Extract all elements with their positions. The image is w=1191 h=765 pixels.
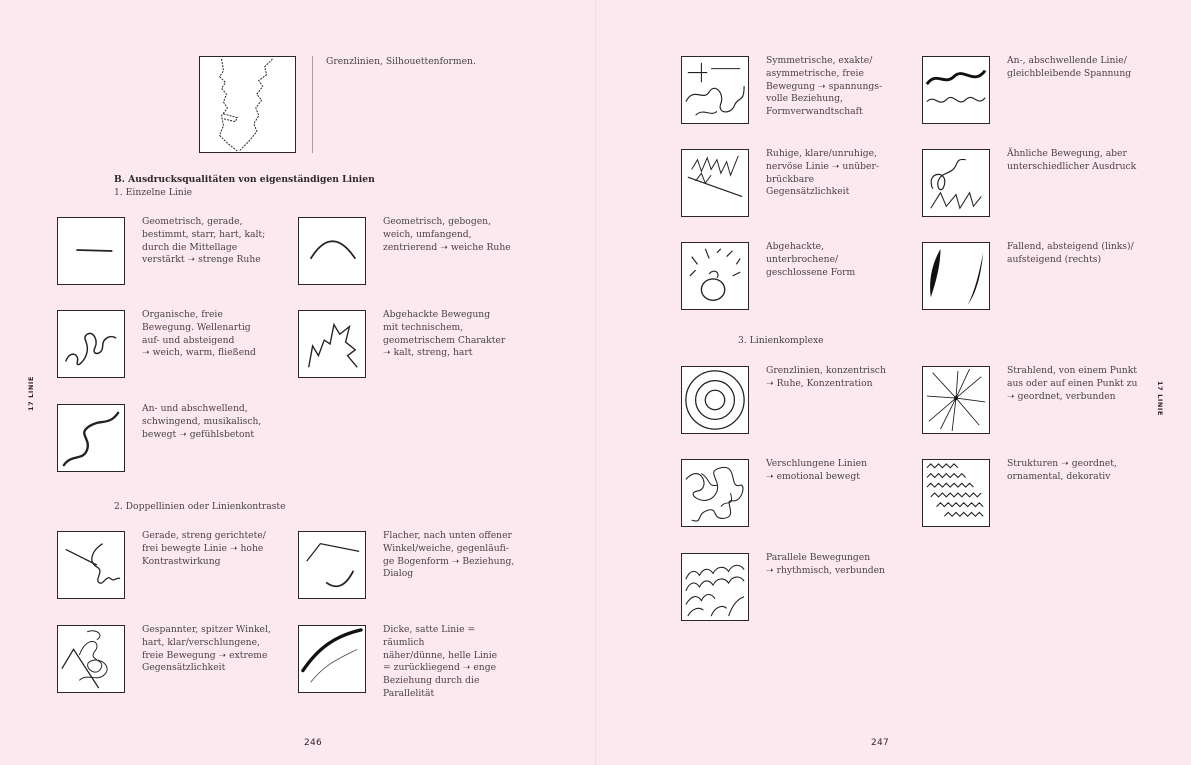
symmetric-asymmetric-lines-icon [682,57,748,123]
example-box [57,404,125,472]
tangled-lines-icon [682,460,748,526]
top-caption: Grenzlinien, Silhouettenformen. [326,56,476,67]
page-number-right: 247 [871,738,890,748]
section-heading: B. Ausdrucksqualitäten von eigenständigen Linien [114,174,375,185]
sharp-angle-tangle-icon [58,626,124,692]
example-box [922,459,990,527]
example-caption: Ähnliche Bewegung, aber unterschiedlicher Ausdruck [1007,148,1137,172]
wavy-organic-line-icon [58,311,124,377]
horizontal-line-icon [58,218,124,284]
page-number-left: 246 [304,738,323,748]
silhouette-figure [199,56,296,153]
example-caption: Fallend, absteigend (links)/ aufsteigend (rechts) [1007,241,1134,265]
example-caption: Ruhige, klare/unruhige, nervöse Linie ➝ unüber- brückbare Gegensätzlichkeit [766,148,879,198]
right-page [596,0,1191,765]
example-caption: Grenzlinien, konzentrisch ➝ Ruhe, Konzentration [766,365,886,389]
example-box [922,56,990,124]
example-caption: Organische, freie Bewegung. Wellenartig auf- und absteigend ➝ weich, warm, fließend [142,309,256,359]
similar-movement-icon [923,150,989,216]
example-caption: Strahlend, von einem Punkt aus oder auf einen Punkt zu ➝ geordnet, verbunden [1007,365,1138,402]
subsection-2-title: 2. Doppellinien oder Linienkontraste [114,501,286,512]
concentric-circles-icon [682,367,748,433]
example-box [681,366,749,434]
example-box [57,310,125,378]
example-caption: Gerade, streng gerichtete/ frei bewegte Linie ➝ hohe Kontrastwirkung [142,530,266,567]
zigzag-structures-icon [923,460,989,526]
example-box [298,531,366,599]
example-box [922,149,990,217]
example-caption: Flacher, nach unten offener Winkel/weiche, gegenläufi- ge Bogenform ➝ Beziehung, Dialog [383,530,515,580]
example-box [298,217,366,285]
example-box [681,56,749,124]
example-box [681,459,749,527]
radiating-lines-icon [923,367,989,433]
example-box [57,625,125,693]
falling-rising-strokes-icon [923,243,989,309]
subsection-1-title: 1. Einzelne Linie [114,187,193,198]
parallel-waves-icon [682,554,748,620]
running-head-left: 17 LINIE [27,376,35,411]
arc-line-icon [299,218,365,284]
straight-vs-free-line-icon [58,532,124,598]
example-caption: An- und abschwellend, schwingend, musikalisch, bewegt ➝ gefühlsbetont [142,403,262,440]
example-box [681,149,749,217]
example-box [298,310,366,378]
example-box [681,553,749,621]
left-page [0,0,595,765]
example-caption: Strukturen ➝ geordnet, ornamental, dekorativ [1007,458,1117,482]
swelling-wave-icon [58,405,124,471]
thick-thin-lines-icon [299,626,365,692]
example-caption: Parallele Bewegungen ➝ rhythmisch, verbunden [766,552,885,576]
example-box [922,242,990,310]
example-caption: Abgehackte Bewegung mit technischem, geometrischem Charakter ➝ kalt, streng, hart [383,309,506,359]
example-caption: An-, abschwellende Linie/ gleichbleibende Spannung [1007,55,1132,79]
example-caption: Gespannter, spitzer Winkel, hart, klar/verschlungene, freie Bewegung ➝ extreme Gegensätzlichkeit [142,624,271,674]
angle-and-curve-icon [299,532,365,598]
subsection-3-title: 3. Linienkomplexe [738,335,824,346]
example-caption: Verschlungene Linien ➝ emotional bewegt [766,458,868,482]
example-caption: Abgehackte, unterbrochene/ geschlossene Form [766,241,856,278]
jagged-line-icon [299,311,365,377]
example-box [922,366,990,434]
running-head-right: 17 LINIE [1156,381,1164,416]
example-caption: Dicke, satte Linie = räumlich näher/dünne, helle Linie = zurückliegend ➝ enge Beziehung durch die Parallelität [383,624,498,699]
example-caption: Symmetrische, exakte/ asymmetrische, freie Bewegung ➝ spannungs- volle Beziehung, Formverwandtschaft [766,55,883,118]
example-box [57,531,125,599]
example-box [681,242,749,310]
example-caption: Geometrisch, gebogen, weich, umfangend, zentrierend ➝ weiche Ruhe [383,216,511,253]
example-box [298,625,366,693]
alternating-tension-lines-icon [923,57,989,123]
silhouette-profiles-icon [200,57,295,152]
example-caption: Geometrisch, gerade, bestimmt, starr, hart, kalt; durch die Mittellage verstärkt ➝ strenge Ruhe [142,216,266,266]
example-box [57,217,125,285]
figure-divider [312,56,313,153]
broken-closed-form-icon [682,243,748,309]
calm-nervous-lines-icon [682,150,748,216]
